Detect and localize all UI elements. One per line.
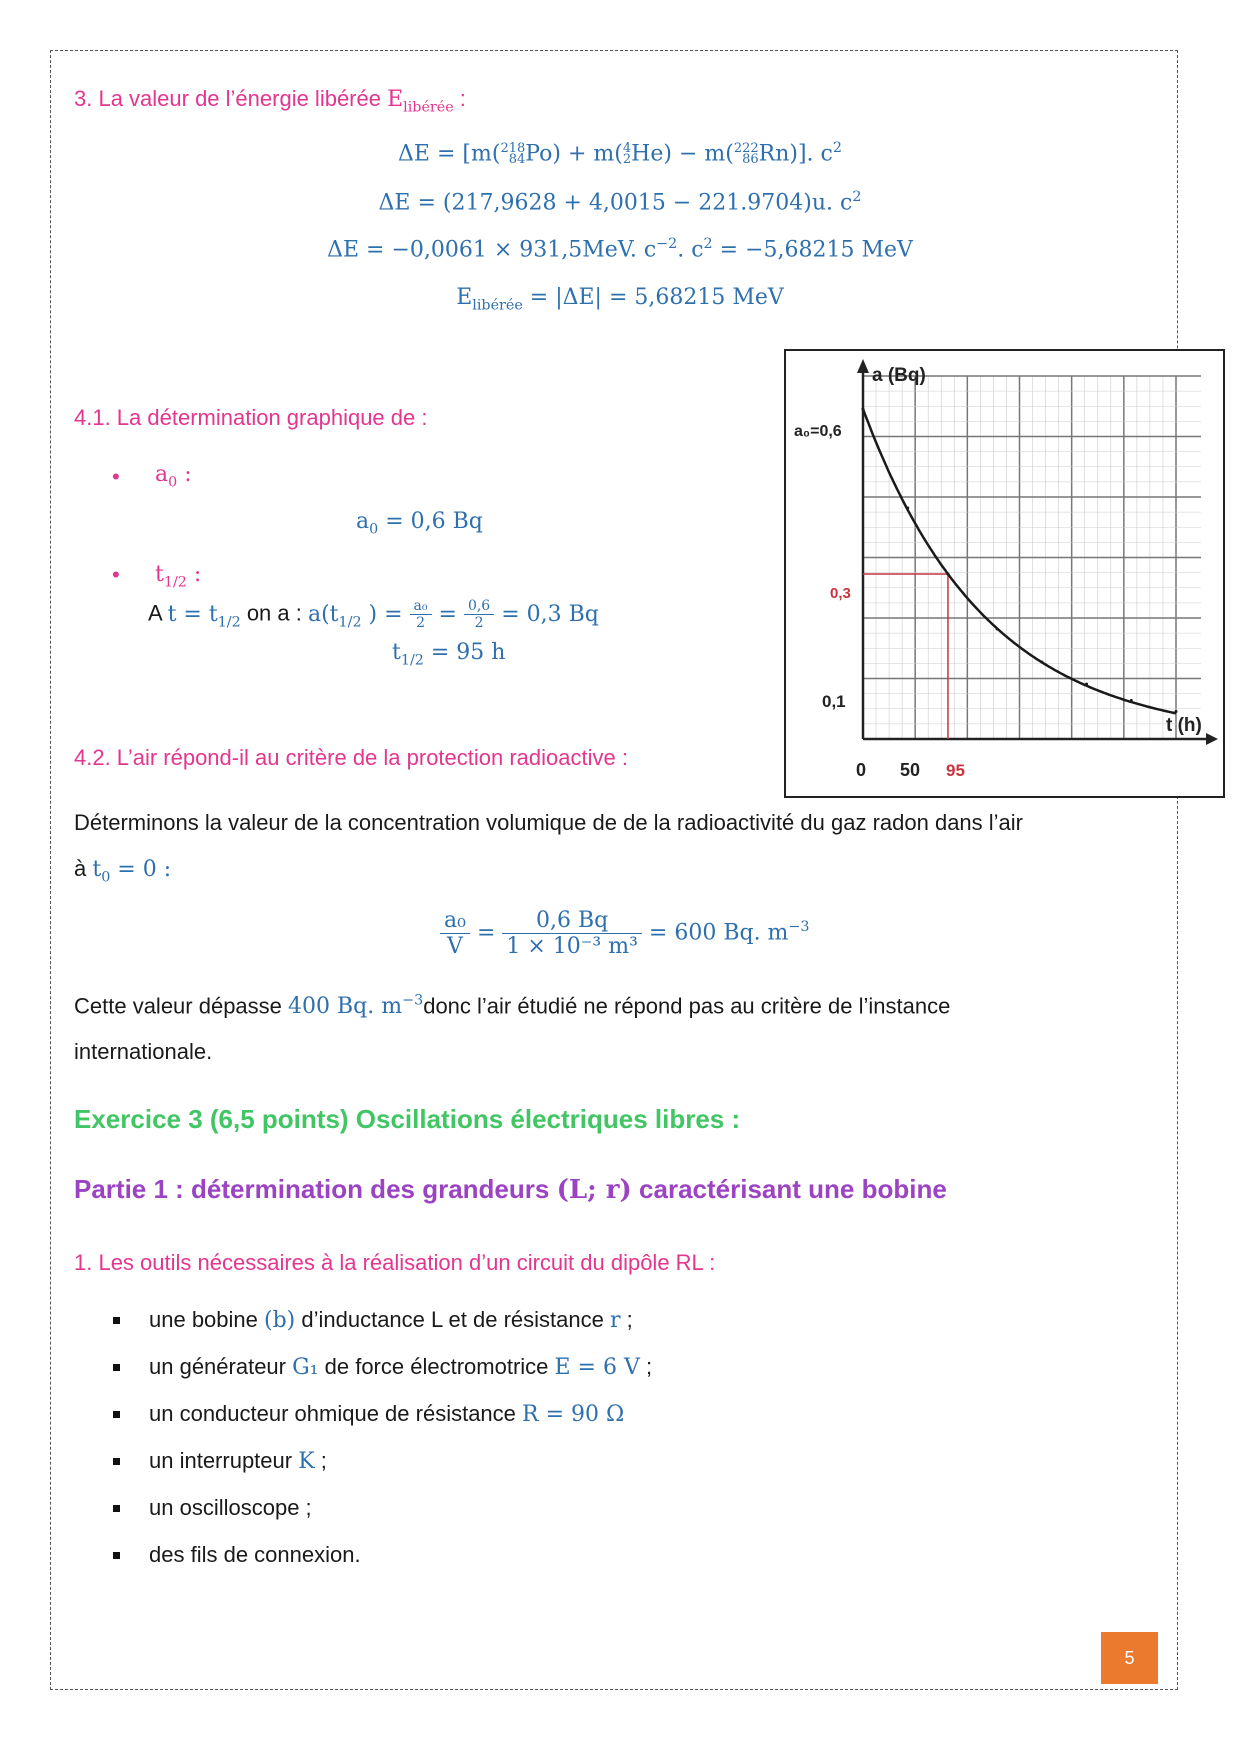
x-axis-label: t (h) <box>1166 715 1202 736</box>
section-3-title: 3. La valeur de l’énergie libérée $E_{libérée}$ : <box>74 86 466 116</box>
activity-decay-chart <box>784 349 1225 798</box>
half-life-equation: A $t = t_{1/2}$ on a : $a(t_{1/2}$ ) = $\frac{\text{a₀}}{2}$ = $\frac{0,6}{2}$ = 0,3 Bq <box>148 598 599 631</box>
exercise-3-title: Exercice 3 (6,5 points) Oscillations électriques libres : <box>74 1104 741 1134</box>
section-4-2-title: 4.2. L’air répond-il au critère de la protection radioactive : <box>74 745 628 770</box>
data-point <box>1130 699 1133 702</box>
half-life-value: $t_{1/2} = 95$ h <box>392 640 506 669</box>
list-item: un conducteur ohmique de résistance R = 90 Ω <box>149 1401 625 1427</box>
data-point <box>996 628 999 631</box>
data-point <box>862 408 865 411</box>
x-tick-0: 0 <box>856 760 867 780</box>
chart-svg <box>786 351 1223 796</box>
question-1: 1. Les outils nécessaires à la réalisation d’un circuit du dipôle RL : <box>74 1250 716 1275</box>
page-number: 5 <box>1101 1632 1158 1684</box>
bullet-square <box>113 1552 120 1559</box>
equation-energy-released: $E_{libérée} = |\Delta E| = 5,68215$ MeV <box>456 285 784 314</box>
equation-numeric: ΔE = (217,9628 + 4,0015 − 221.9704)u. $c^2$ <box>378 189 862 216</box>
data-point <box>1175 710 1178 713</box>
data-point <box>1040 661 1043 664</box>
y-axis-arrow <box>857 359 869 373</box>
list-item: un oscilloscope ; <box>149 1495 312 1520</box>
bullet-square <box>113 1364 120 1371</box>
list-item: un interrupteur K ; <box>149 1448 327 1474</box>
bullet-square <box>113 1505 120 1512</box>
bullet-t-half: $t_{1/2}$ : <box>155 562 202 591</box>
part-1-title: Partie 1 : détermination des grandeurs (L; r) caractérisant une bobine <box>74 1174 947 1205</box>
x-axis-arrow <box>1206 733 1218 745</box>
y-axis-label: a (Bq) <box>872 365 926 386</box>
bullet-dot: • <box>112 464 120 489</box>
data-point <box>946 573 949 576</box>
list-item: un générateur G₁ de force électromotrice E = 6 V ; <box>149 1354 653 1380</box>
data-point <box>1085 683 1088 686</box>
y-tick-0-1: 0,1 <box>822 692 846 711</box>
data-point <box>906 507 909 510</box>
bullet-dot: • <box>112 562 120 587</box>
y-tick-0-3: 0,3 <box>830 585 851 602</box>
bullet-square <box>113 1411 120 1418</box>
a0-tick-label: a₀=0,6 <box>794 423 842 440</box>
list-item: une bobine (b) d’inductance L et de résistance r ; <box>149 1307 633 1333</box>
paragraph-conclusion: Cette valeur dépasse 400 Bq. $m^{-3}donc$ l’air étudié ne répond pas au critère de l’instance <box>74 993 951 1020</box>
x-tick-50: 50 <box>900 760 921 780</box>
list-item: des fils de connexion. <box>149 1542 361 1567</box>
bullet-square <box>113 1458 120 1465</box>
equation-energy: ΔE = −0,0061 × 931,5MeV. $c^{-2}$. $c^2 = -5,68215$ MeV <box>327 236 913 263</box>
paragraph-concentration-cont: à $t_0 = 0$ : <box>74 856 172 886</box>
paragraph-conclusion-cont: internationale. <box>74 1039 213 1064</box>
x-tick-95: 95 <box>946 761 965 780</box>
paragraph-concentration: Déterminons la valeur de la concentration volumique de de la radioactivité du gaz radon dans l’air <box>74 810 1023 835</box>
chart-grid <box>863 376 1201 739</box>
section-4-1-title: 4.1. La détermination graphique de : <box>74 405 428 430</box>
bullet-a0: $a_0$ : <box>155 462 192 491</box>
bullet-square <box>113 1317 120 1324</box>
equation-mass-defect: ΔE = [m(218 84Po) + m(4 2He) − m(222 86Rn)]. $c^2$ <box>398 140 842 168</box>
a0-value: $a_0 = 0,6$ Bq <box>356 509 483 538</box>
concentration-equation: $\frac{\text{a₀}}{V}$ = $\frac{0,6 Bq}{\text{1 × 10⁻³ m³}}$ = 600 Bq. $m^{-3}$ <box>440 908 810 959</box>
